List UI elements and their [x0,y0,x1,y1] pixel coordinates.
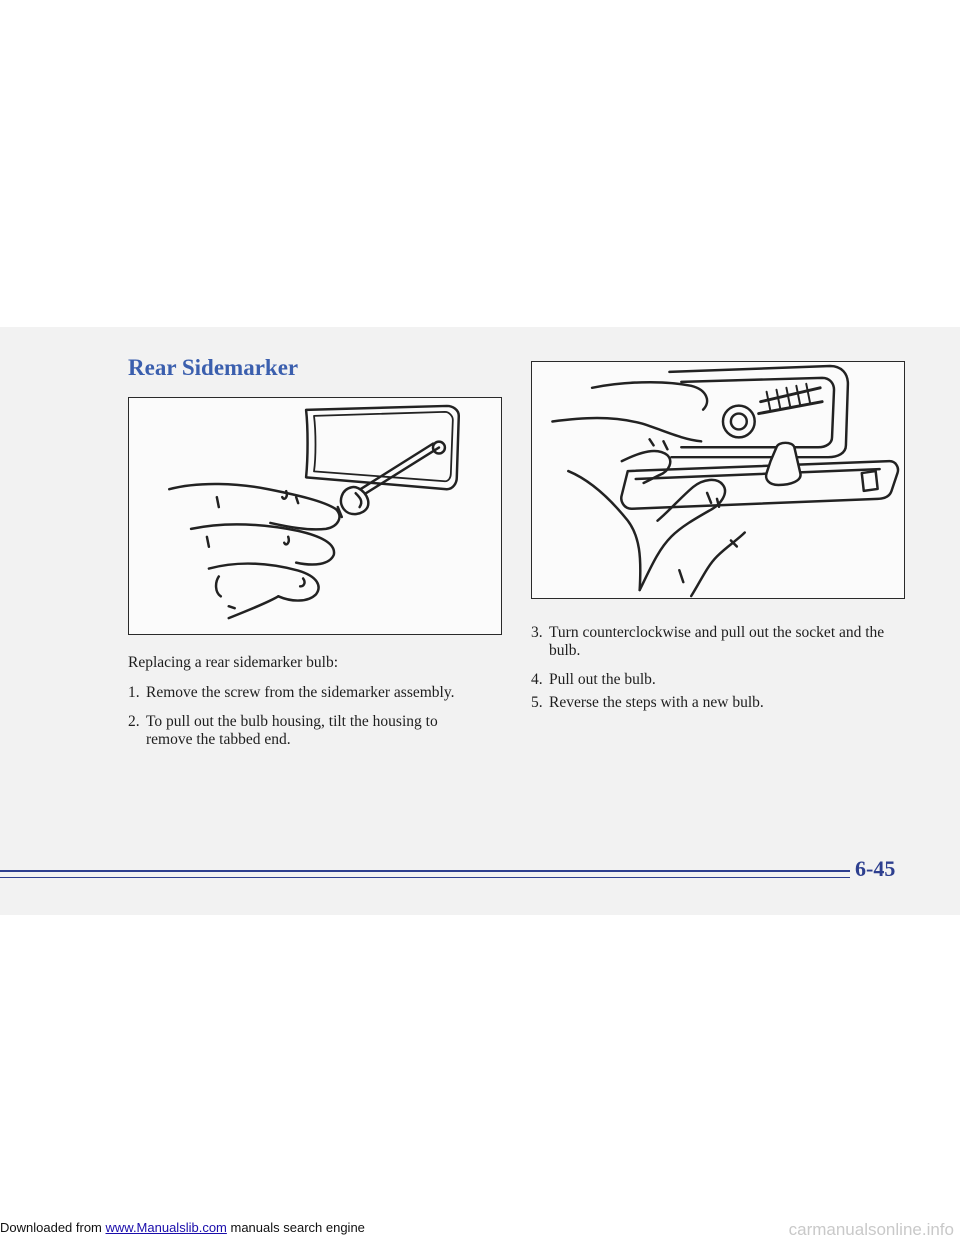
step-text: Pull out the bulb. [549,671,656,688]
step-number: 4. [531,671,543,688]
step-number: 3. [531,624,543,641]
step-item [128,684,498,704]
step-item [128,713,498,753]
footer-suffix: manuals search engine [226,1220,365,1235]
watermark: carmanualsonline.info [788,1220,954,1239]
section-title: Rear Sidemarker [128,355,299,380]
download-footer [0,1220,365,1235]
step-number: 2. [128,713,140,730]
step-number: 5. [531,694,543,711]
socket-bulb-illustration [532,362,904,598]
footer-rule-thick [0,870,850,872]
step-text: Reverse the steps with a new bulb. [549,694,764,711]
screwdriver-illustration [129,398,501,634]
step-item [531,694,905,714]
footer-prefix: Downloaded from [0,1220,106,1235]
page-number: 6-45 [855,856,896,881]
step-text: Turn counterclockwise and pull out the socket and the bulb. [549,624,885,659]
step-number: 1. [128,684,140,701]
footer-rule-thin [0,877,850,878]
figure-remove-screw [128,397,502,635]
figure-remove-socket [531,361,905,599]
step-item [531,671,905,691]
intro-text: Replacing a rear sidemarker bulb: [128,654,339,671]
manualslib-link[interactable]: www.Manualslib.com [105,1220,227,1235]
step-text: To pull out the bulb housing, tilt the housing to remove the tabbed end. [146,713,438,748]
step-text: Remove the screw from the sidemarker assembly. [146,684,455,701]
step-item [531,624,905,664]
